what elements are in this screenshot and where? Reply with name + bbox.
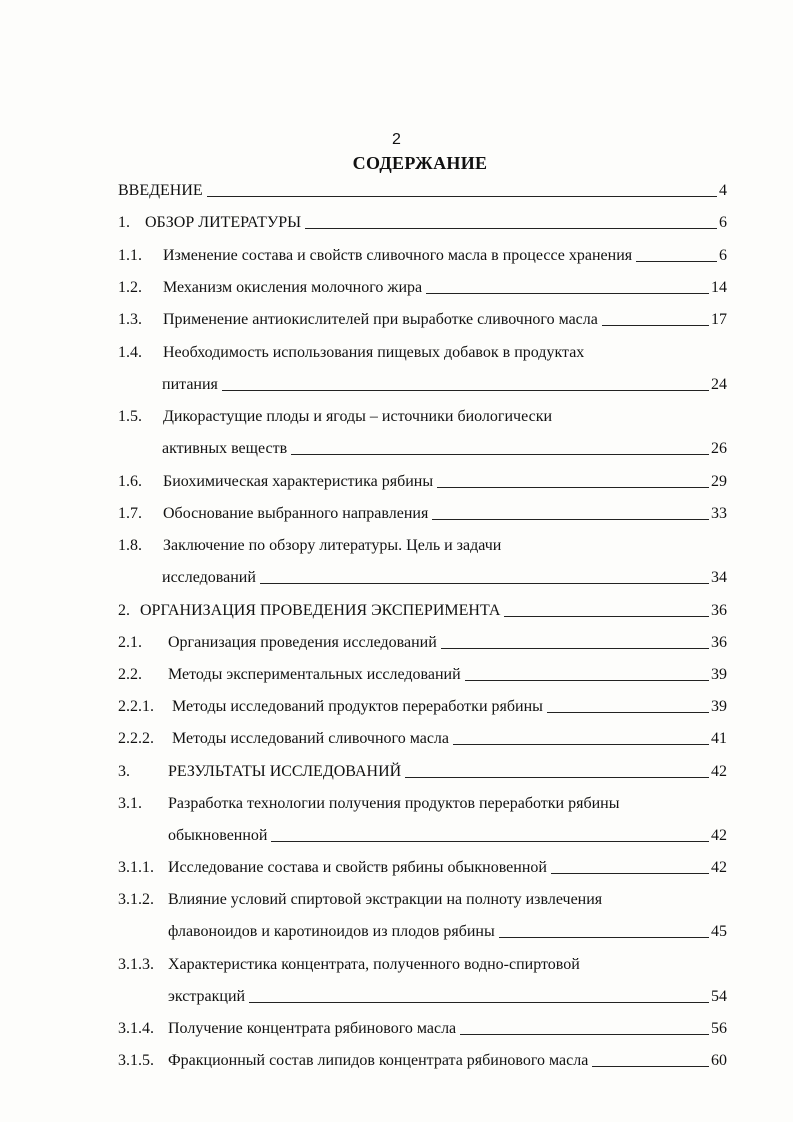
toc-entry-number: 3.1.4. [118,1020,154,1037]
toc-leader [465,680,709,681]
toc-leader [499,937,709,938]
toc-entry-number: 3.1.5. [118,1052,154,1069]
toc-leader [249,1002,709,1003]
toc-entry-number: 1.6. [118,473,142,490]
toc-entry [118,789,727,813]
toc-entry [118,885,727,909]
toc-entry [118,338,727,362]
toc-entry-number: 2.1. [118,634,142,651]
toc-entry-number: 1. [118,214,130,231]
toc-entry-continuation [118,982,727,1006]
toc-entry-number: 1.8. [118,537,142,554]
toc-entry-page: 36 [711,634,727,651]
toc-entry-number: 3. [118,763,130,780]
toc-entry-title-continued: обыкновенной [168,827,268,844]
toc-entry-title: Необходимость использования пищевых добавок в продуктах [163,344,585,361]
toc-entry [118,724,727,748]
toc-leader [222,390,709,391]
toc-entry-page: 6 [719,214,727,231]
toc-entry-page: 33 [711,505,727,522]
toc-entry [118,628,727,652]
toc-entry-page: 42 [711,859,727,876]
toc-entry [118,531,727,555]
toc-entry-title: РЕЗУЛЬТАТЫ ИССЛЕДОВАНИЙ [168,763,402,780]
toc-entry-title: Механизм окисления молочного жира [163,279,423,296]
page-title: СОДЕРЖАНИЕ [352,153,488,173]
toc-entry-page: 39 [711,666,727,683]
toc-entry-title: Получение концентрата рябинового масла [168,1020,457,1037]
toc-entry-page: 42 [711,827,727,844]
toc-entry-page: 60 [711,1052,727,1069]
toc-entry-number: 2.2.1. [118,698,154,715]
toc-entry-number: 1.5. [118,408,142,425]
toc-leader [551,873,709,874]
toc-entry-title-continued: флавоноидов и каротиноидов из плодов рябины [168,923,495,940]
toc-leader [426,293,709,294]
toc-leader [504,616,709,617]
toc-entry-page: 39 [711,698,727,715]
toc-entry [118,950,727,974]
toc-entry-page: 54 [711,988,727,1005]
toc-entry-page: 26 [711,440,727,457]
toc-leader [636,261,717,262]
toc-entry [118,499,727,523]
toc-entry-number: 2. [118,602,130,619]
toc-entry [118,853,727,877]
toc-entry-title: Организация проведения исследований [168,634,437,651]
toc-entry-title-continued: питания [162,376,218,393]
toc-leader [453,744,709,745]
toc-entry [118,1046,727,1070]
toc-entry-number: 1.4. [118,344,142,361]
toc-entry-page: 24 [711,376,727,393]
toc-entry [118,692,727,716]
toc-entry-title: ВВЕДЕНИЕ [118,182,203,199]
toc-entry-number: 1.2. [118,279,142,296]
toc-entry-title: Исследование состава и свойств рябины обыкновенной [168,859,547,876]
toc-entry-number: 1.1. [118,247,142,264]
toc-entry-title: Биохимическая характеристика рябины [163,473,434,490]
toc-entry-page: 14 [711,279,727,296]
toc-entry-continuation [118,563,727,587]
toc-leader [441,648,709,649]
toc-entry-page: 34 [711,569,727,586]
toc-entry-number: 2.2.2. [118,730,154,747]
toc-entry-title: Заключение по обзору литературы. Цель и задачи [163,537,502,554]
toc-leader [405,777,709,778]
toc-leader [592,1066,709,1067]
page-number: 2 [392,131,401,148]
toc-entry [118,596,727,620]
toc-entry-title: Фракционный состав липидов концентрата рябинового масла [168,1052,589,1069]
toc-entry-title: Изменение состава и свойств сливочного масла в процессе хранения [163,247,633,264]
toc-entry-continuation [118,821,727,845]
toc-leader [460,1034,709,1035]
toc-entry-number: 1.7. [118,505,142,522]
toc-entry-number: 3.1.1. [118,859,154,876]
toc-entry [118,305,727,329]
toc-leader [432,519,709,520]
toc-entry-title: Методы исследований сливочного масла [172,730,449,747]
toc-entry-title: ОРГАНИЗАЦИЯ ПРОВЕДЕНИЯ ЭКСПЕРИМЕНТА [140,602,501,619]
toc-entry-title: Методы экспериментальных исследований [168,666,461,683]
toc-entry [118,241,727,265]
toc-entry-title: Разработка технологии получения продуктов переработки рябины [168,795,620,812]
toc-entry-title: Обоснование выбранного направления [163,505,429,522]
toc-leader [437,487,709,488]
toc-entry [118,176,727,200]
toc-entry-title-continued: активных веществ [162,440,288,457]
toc-entry [118,402,727,426]
toc-entry [118,208,727,232]
toc-entry-number: 1.3. [118,311,142,328]
toc-entry [118,1014,727,1038]
toc-leader [207,196,717,197]
toc-leader [271,841,709,842]
toc-entry [118,757,727,781]
toc-entry-continuation [118,917,727,941]
toc-entry-title: Влияние условий спиртовой экстракции на полноту извлечения [168,891,603,908]
toc-entry [118,273,727,297]
toc-leader [305,228,717,229]
toc-entry-title-continued: исследований [162,569,256,586]
toc-entry-page: 6 [719,247,727,264]
toc-entry-title: Применение антиокислителей при выработке сливочного масла [163,311,598,328]
toc-entry-page: 45 [711,923,727,940]
toc-entry-page: 41 [711,730,727,747]
toc-entry-title: Характеристика концентрата, полученного водно-спиртовой [168,956,580,973]
toc-entry-number: 3.1.3. [118,956,154,973]
toc-entry-number: 3.1.2. [118,891,154,908]
toc-entry-continuation [118,434,727,458]
toc-entry [118,467,727,491]
toc-leader [291,454,709,455]
toc-entry-page: 56 [711,1020,727,1037]
toc-entry-title: ОБЗОР ЛИТЕРАТУРЫ [145,214,302,231]
toc-entry-continuation [118,370,727,394]
toc-leader [602,325,709,326]
toc-entry-page: 29 [711,473,727,490]
toc-entry-title-continued: экстракций [168,988,246,1005]
toc-entry-page: 42 [711,763,727,780]
toc-entry [118,660,727,684]
toc-entry-page: 4 [719,182,727,199]
toc-entry-title: Методы исследований продуктов переработки рябины [172,698,543,715]
toc-leader [547,712,709,713]
toc-entry-page: 17 [711,311,727,328]
toc-entry-number: 2.2. [118,666,142,683]
toc-entry-title: Дикорастущие плоды и ягоды – источники биологически [163,408,553,425]
toc-entry-number: 3.1. [118,795,142,812]
toc-leader [260,583,709,584]
toc-entry-page: 36 [711,602,727,619]
